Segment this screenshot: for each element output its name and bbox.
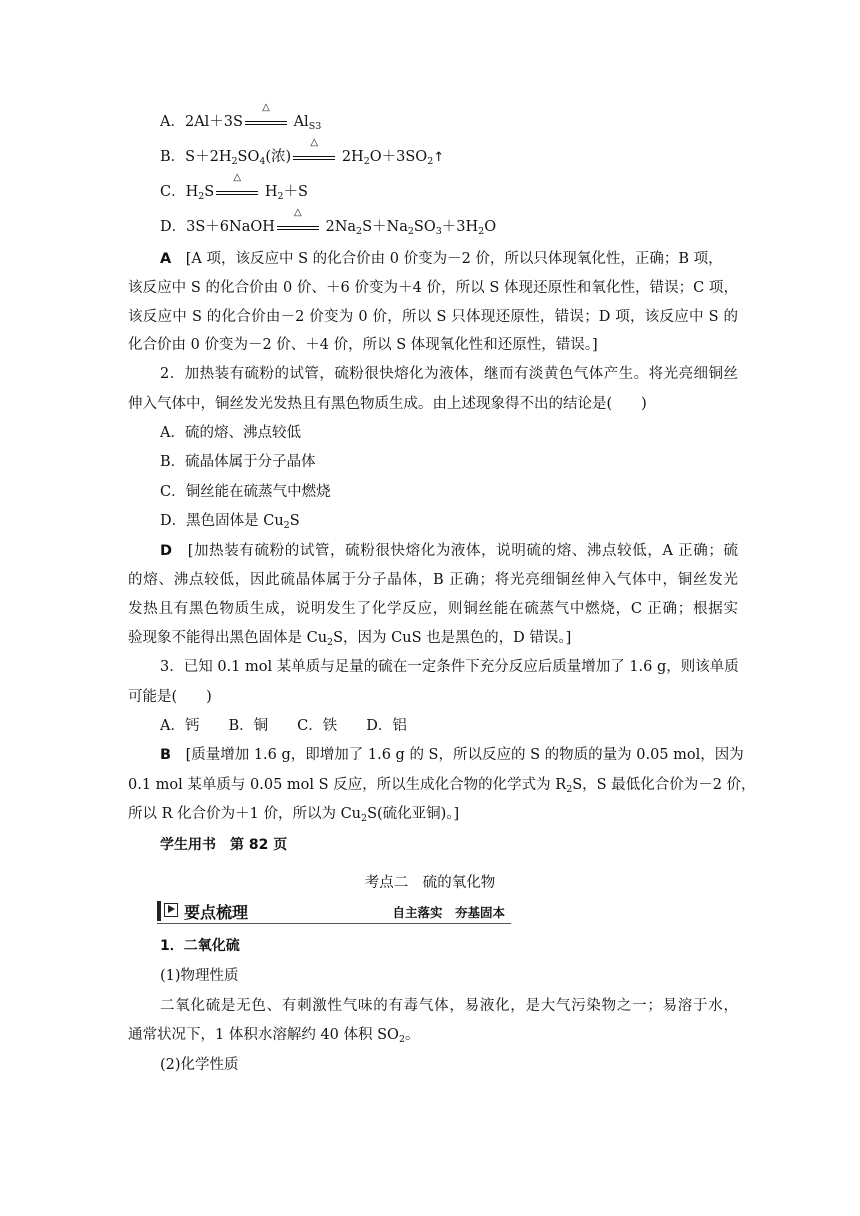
paragraph-line-2: 通常状况下，1 体积水溶解约 40 体积 $SO_2$。 (128, 1027, 420, 1045)
question-3-line-1: 3．已知 0.1 mol 某单质与足量的硫在一定条件下充分反应后质量增加了 1.6 g，则该单质 (160, 659, 739, 675)
paragraph-line-1: 二氧化硫是无色、有刺激性气味的有毒气体，易液化，是大气污染物之一；易溶于水， (160, 998, 738, 1014)
answer-3-line-1: B [质量增加 1.6 g，即增加了 1.6 g 的 S，所以反应的 S 的物质的量为 0.05 mol，因为 (160, 747, 744, 763)
option-b-equation: B．$S+2H_2SO_4$(浓) △ $2H_2O+3SO_2↑$ (160, 137, 445, 167)
option-c-equation: C．$H_2S$ △ $H_2+S$ (160, 172, 308, 202)
answer-letter: A (160, 251, 172, 267)
answer-1-line-4: 化合价由 0 价变为－2 价、＋4 价，所以 S 体现氧化性和还原性，错误。] (128, 337, 598, 353)
gas-arrow-icon: ↑ (433, 150, 445, 165)
question-2-option-b: B．硫晶体属于分子晶体 (160, 454, 316, 470)
option-d-equation: D．3S＋6NaOH △ $2Na_2S+Na_2SO_3+3H_2O$ (160, 207, 497, 237)
question-2-option-d: D．黑色固体是 $Cu_2S$ (160, 513, 300, 531)
banner-bar (157, 901, 161, 921)
subheading-physical: (1)物理性质 (160, 968, 239, 984)
answer-letter: B (160, 747, 172, 763)
heat-equals-sign: △ (245, 115, 287, 129)
answer-2-line-2: 的熔、沸点较低，因此硫晶体属于分子晶体，B 正确；将光亮细铜丝伸入气体中，铜丝发光 (128, 572, 738, 588)
question-3-options: A．钙 B．铜 C．铁 D．铝 (160, 718, 407, 734)
answer-2-line-4: 验现象不能得出黑色固体是 $Cu_2S$，因为 CuS 也是黑色的，D 错误。] (128, 630, 572, 648)
page-reference: 学生用书 第 82 页 (160, 837, 288, 853)
heat-equals-sign: △ (293, 150, 335, 164)
heading-sulfur-dioxide: 1．二氧化硫 (160, 938, 240, 954)
answer-1-line-2: 该反应中 S 的化合价由 0 价、＋6 价变为＋4 价，所以 S 体现还原性和氧化性，错误；C 项， (128, 280, 738, 296)
answer-3-line-3: 所以 R 化合价为＋1 价，所以为 $Cu_2S$(硫化亚铜)。] (128, 806, 460, 824)
key-points-banner (157, 899, 511, 924)
subheading-chemical: (2)化学性质 (160, 1057, 239, 1073)
question-2-line-1: 2．加热装有硫粉的试管，硫粉很快熔化为液体，继而有淡黄色气体产生。将光亮细铜丝 (160, 366, 738, 382)
question-2-option-a: A．硫的熔、沸点较低 (160, 425, 301, 441)
heat-equals-sign: △ (216, 185, 258, 199)
question-2-line-2: 伸入气体中，铜丝发光发热且有黑色物质生成。由上述现象得不出的结论是( ) (128, 396, 647, 412)
section-title: 考点二 硫的氧化物 (364, 875, 496, 891)
answer-letter: D (160, 543, 173, 559)
answer-2-line-3: 发热且有黑色物质生成，说明发生了化学反应，则铜丝能在硫蒸气中燃烧，C 正确；根据实 (128, 601, 738, 617)
answer-1-line-1: A [A 项，该反应中 S 的化合价由 0 价变为－2 价，所以只体现氧化性，正确；B 项， (160, 251, 723, 267)
question-2-option-c: C．铜丝能在硫蒸气中燃烧 (160, 484, 331, 500)
question-3-line-2: 可能是( ) (128, 689, 212, 705)
answer-1-line-3: 该反应中 S 的化合价由－2 价变为 0 价，所以 S 只体现还原性，错误；D 项，该反应中 S 的 (128, 309, 738, 325)
answer-3-line-2: 0.1 mol 某单质与 0.05 mol S 反应，所以生成化合物的化学式为 $R_2S$，S 最低化合价为－2 价， (128, 777, 756, 795)
play-icon (164, 903, 178, 917)
banner-subtitle: 自主落实 夯基固本 (392, 905, 505, 920)
heat-equals-sign: △ (277, 220, 319, 234)
option-a-equation: A．2Al＋3S △ $Al_{S3}$ (160, 102, 322, 132)
banner-title: 要点梳理 (184, 903, 249, 922)
answer-2-line-1: D [加热装有硫粉的试管，硫粉很快熔化为液体，说明硫的熔、沸点较低，A 正确；硫 (160, 543, 739, 559)
